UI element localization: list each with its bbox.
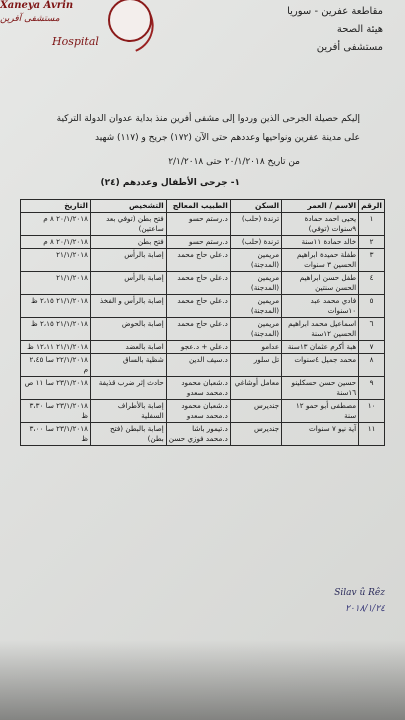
intro-line-2: على مدينة عفرين ونواحيها وعددهم حتى الآن (١٧٢) جريح و (١١٧) شهيد <box>95 133 360 143</box>
table-row <box>21 423 385 446</box>
section-title: ١- جرحى الأطفال وعددهم (٢٤) <box>100 178 240 188</box>
cell-diagnosis: إصابة بالرأس <box>91 272 167 295</box>
cell-residence: ترندة (حلب) <box>230 236 281 249</box>
cell-name-age: حسين حسن حسكلينو ١٦سنة <box>282 377 359 400</box>
cell-doctor: د.رستم حسو <box>166 213 230 236</box>
handwritten-date: ٢٠١٨/١/٢٤ <box>345 604 385 614</box>
cell-diagnosis: حادث إثر ضرب قذيفة <box>91 377 167 400</box>
cell-doctor: د.علي حاج محمد <box>166 318 230 341</box>
table-row <box>21 354 385 377</box>
cell-name-age: هبة أكرم عثمان ١٣سنة <box>282 341 359 354</box>
cell-residence: تل سلور <box>230 354 281 377</box>
cell-date: ٢١/١/٢٠١٨ <box>21 272 91 295</box>
cell-number: ٦ <box>359 318 385 341</box>
header-residence: السكن <box>230 200 281 213</box>
cell-doctor: د.رستم حسو <box>166 236 230 249</box>
table-row <box>21 400 385 423</box>
cell-doctor: د.علي + د.عجو <box>166 341 230 354</box>
cell-residence: ترندة (حلب) <box>230 213 281 236</box>
cell-date: ٢٣/١/٢٠١٨ سا ١١ ص <box>21 377 91 400</box>
table-header-row <box>21 200 385 213</box>
logo-sub-text: مستشفى آفرين <box>0 14 60 24</box>
cell-diagnosis: إصابة بالرأس و الفخذ <box>91 295 167 318</box>
cell-date: ٢٣/١/٢٠١٨ سا ٣،٣٠ ظ <box>21 400 91 423</box>
cell-number: ٥ <box>359 295 385 318</box>
cell-name-age: آية نيو ٧ سنوات <box>282 423 359 446</box>
cell-number: ١ <box>359 213 385 236</box>
cell-name-age: خالد حمادة ١١سنة <box>282 236 359 249</box>
cell-number: ١٠ <box>359 400 385 423</box>
table-row <box>21 249 385 272</box>
cell-diagnosis: إصابة بالرأس <box>91 249 167 272</box>
cell-diagnosis: إصابة بالبطن (فتح بطن) <box>91 423 167 446</box>
cell-name-age: محمد جميل ٤سنوات <box>282 354 359 377</box>
header-line-2: هيئة الصحة <box>336 24 383 35</box>
table-row <box>21 213 385 236</box>
cell-doctor: د.سيف الدين <box>166 354 230 377</box>
cell-date: ٢١/١/٢٠١٨ <box>21 249 91 272</box>
header-number: الرقم <box>359 200 385 213</box>
cell-name-age: فادي محمد عبد ١٠سنوات <box>282 295 359 318</box>
header-date: التاريخ <box>21 200 91 213</box>
cell-doctor: د.علي حاج محمد <box>166 272 230 295</box>
table-row <box>21 236 385 249</box>
header-line-3: مستشفى أفرين <box>316 42 383 53</box>
cell-diagnosis: فتح بطن <box>91 236 167 249</box>
cell-number: ٢ <box>359 236 385 249</box>
cell-date: ٢١/١/٢٠١٨ ١٢،١١ ظ <box>21 341 91 354</box>
table-row <box>21 318 385 341</box>
cell-name-age: يحيى احمد حمادة ٩سنوات (توفي) <box>282 213 359 236</box>
cell-number: ١١ <box>359 423 385 446</box>
cell-number: ٩ <box>359 377 385 400</box>
cell-diagnosis: إصابة بالأطراف السفلية <box>91 400 167 423</box>
cell-number: ٧ <box>359 341 385 354</box>
cell-doctor: د.شعبان محمود د.محمد سعدو <box>166 400 230 423</box>
cell-doctor: د.علي حاج محمد <box>166 249 230 272</box>
cell-residence: مريمين (المدجنة) <box>230 272 281 295</box>
cell-date: ٢٠/١/٢٠١٨ ٨ م <box>21 213 91 236</box>
cell-residence: مريمين (المدجنة) <box>230 295 281 318</box>
cell-date: ٢٠/١/٢٠١٨ ٨ م <box>21 236 91 249</box>
cell-date: ٢١/١/٢٠١٨ ٢،١٥ ظ <box>21 295 91 318</box>
cell-date: ٢٣/١/٢٠١٨ سا ٣،٠٠ ظ <box>21 423 91 446</box>
cell-residence: جنديرس <box>230 423 281 446</box>
cell-residence: جنديرس <box>230 400 281 423</box>
logo-top-text: Xaneya Avrin <box>0 0 74 11</box>
header-diagnosis: التشخيص <box>91 200 167 213</box>
cell-doctor: د.علي حاج محمد <box>166 295 230 318</box>
cell-residence: مريمين (المدجنة) <box>230 249 281 272</box>
table-row <box>21 377 385 400</box>
cell-date: ٢١/١/٢٠١٨ ٢،١٥ ظ <box>21 318 91 341</box>
injured-children-table <box>20 199 385 446</box>
cell-residence: عدامو <box>230 341 281 354</box>
cell-number: ٣ <box>359 249 385 272</box>
cell-diagnosis: فتح بطن (توفي بعد ساعتين) <box>91 213 167 236</box>
hospital-logo-emblem <box>108 0 152 42</box>
table-row <box>21 341 385 354</box>
cell-doctor: د.شعبان محمود د.محمد سعدو <box>166 377 230 400</box>
cell-diagnosis: شظية بالساق <box>91 354 167 377</box>
cell-doctor: د.تيمور باشا د.محمد فوزي حسن <box>166 423 230 446</box>
header-name-age: الاسم / العمر <box>282 200 359 213</box>
cell-name-age: طفلة حميدة ابراهيم الحسين ٣ سنوات <box>282 249 359 272</box>
cell-residence: مريمين (المدجنة) <box>230 318 281 341</box>
cell-date: ٢٢/١/٢٠١٨ سا ٢،٤٥ م <box>21 354 91 377</box>
cell-number: ٤ <box>359 272 385 295</box>
table-row <box>21 295 385 318</box>
table-row <box>21 272 385 295</box>
cell-diagnosis: إصابة بالحوض <box>91 318 167 341</box>
header-line-1: مقاطعة عفرين - سوريا <box>287 6 383 17</box>
cell-name-age: مصطفى أبو حمو ١٢ سنة <box>282 400 359 423</box>
logo-hospital-text: Hospital <box>52 35 99 48</box>
cell-number: ٨ <box>359 354 385 377</box>
signature-text: Silav û Rêz <box>334 588 385 598</box>
date-range: من تاريخ ٢٠/١/٢٠١٨ حتى ٢/١/٢٠١٨ <box>168 157 300 167</box>
intro-line-1: إليكم حصيلة الجرحى الذين وردوا إلى مشفى أفرين منذ بداية عدوان الدولة التركية <box>56 114 360 124</box>
header-doctor: الطبيب المعالج <box>166 200 230 213</box>
cell-name-age: اسماعيل محمد ابراهيم الحسين ١٢سنة <box>282 318 359 341</box>
cell-name-age: طفل حسن ابراهيم الحسن سنتين <box>282 272 359 295</box>
photo-shadow <box>0 640 405 720</box>
cell-diagnosis: اصابة بالعضد <box>91 341 167 354</box>
cell-residence: معامل أوشاغي <box>230 377 281 400</box>
